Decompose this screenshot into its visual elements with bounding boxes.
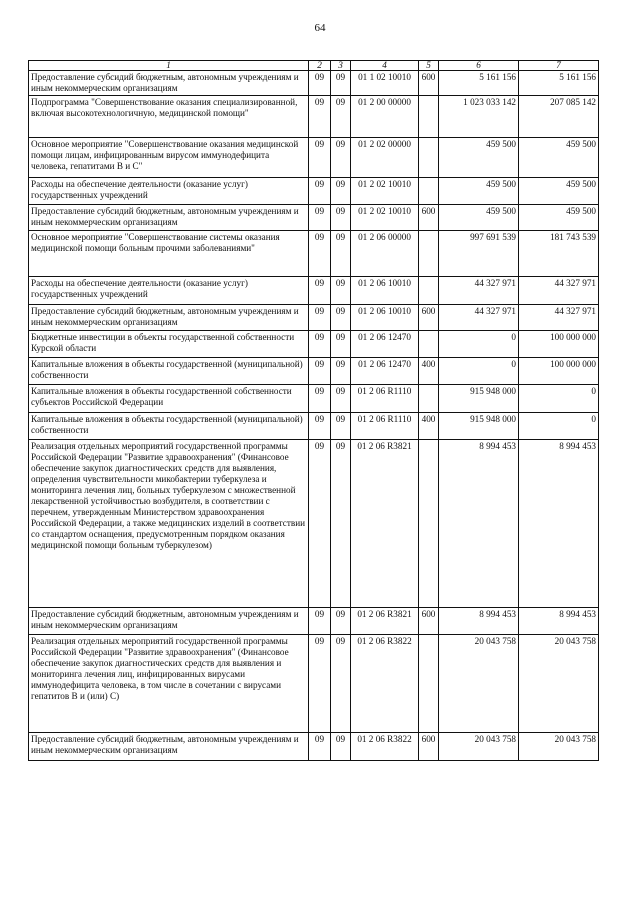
table-row: [29, 413, 599, 440]
row-name: Капитальные вложения в объекты государственной (муниципальной) собственности: [29, 413, 309, 440]
header-cell: 2: [309, 61, 331, 71]
row-vr: 400: [419, 358, 439, 385]
row-name: Реализация отдельных мероприятий государственной программы Российской Федерации "Развитие здравоохранения" (Финансовое обеспечение закупок диагностических средств для выявления и мониторинга лечения лиц, инфицированных вирусами иммунодефицита человека, в том числе в сочетании с вирусами гепатитов B и (или) C): [29, 635, 309, 733]
row-sum-1: 5 161 156: [439, 71, 519, 96]
row-pr: 09: [331, 733, 351, 761]
row-rz: 09: [309, 178, 331, 205]
row-sum-2: 0: [519, 413, 599, 440]
table-row: [29, 96, 599, 138]
row-name: Расходы на обеспечение деятельности (оказание услуг) государственных учреждений: [29, 178, 309, 205]
row-csr: 01 2 00 00000: [351, 96, 419, 138]
row-name: Предоставление субсидий бюджетным, автономным учреждениям и иным некоммерческим организациям: [29, 608, 309, 635]
row-pr: 09: [331, 331, 351, 358]
row-sum-1: 44 327 971: [439, 305, 519, 331]
header-cell: 7: [519, 61, 599, 71]
row-name: Подпрограмма "Совершенствование оказания специализированной, включая высокотехнологичную, медицинской помощи": [29, 96, 309, 138]
row-rz: 09: [309, 138, 331, 178]
table-row: [29, 138, 599, 178]
row-csr: 01 2 06 00000: [351, 231, 419, 277]
row-name: Реализация отдельных мероприятий государственной программы Российской Федерации "Развитие здравоохранения" (Финансовое обеспечение закупок диагностических средств для выявления, определения чувствительности микобактерии туберкулеза и мониторинга лечения лиц, больных туберкулезом с множественной лекарственной устойчивостью возбудителя, в соответствии с перечнем, утвержденным Министерством здравоохранения Российской Федерации, а также медицинских изделий в соответствии со стандартом оснащения, предусмотренным порядком оказания медицинской помощи больным туберкулезом): [29, 440, 309, 608]
table-row: [29, 71, 599, 96]
row-name: Предоставление субсидий бюджетным, автономным учреждениям и иным некоммерческим организациям: [29, 205, 309, 231]
row-name: Капитальные вложения в объекты государственной собственности субъектов Российской Федерации: [29, 385, 309, 413]
row-sum-1: 20 043 758: [439, 733, 519, 761]
row-csr: 01 1 02 10010: [351, 71, 419, 96]
table-row: [29, 385, 599, 413]
row-rz: 09: [309, 305, 331, 331]
table-row: [29, 178, 599, 205]
header-cell: 3: [331, 61, 351, 71]
row-sum-1: 44 327 971: [439, 277, 519, 305]
row-vr: [419, 96, 439, 138]
row-vr: 600: [419, 608, 439, 635]
row-sum-1: 915 948 000: [439, 413, 519, 440]
row-vr: [419, 277, 439, 305]
table-row: [29, 733, 599, 761]
row-name: Предоставление субсидий бюджетным, автономным учреждениям и иным некоммерческим организациям: [29, 305, 309, 331]
row-sum-2: 459 500: [519, 178, 599, 205]
table-row: [29, 331, 599, 358]
row-rz: 09: [309, 608, 331, 635]
row-name: Капитальные вложения в объекты государственной (муниципальной) собственности: [29, 358, 309, 385]
row-rz: 09: [309, 440, 331, 608]
row-rz: 09: [309, 413, 331, 440]
table-row: [29, 231, 599, 277]
row-sum-1: 8 994 453: [439, 440, 519, 608]
row-pr: 09: [331, 358, 351, 385]
row-sum-2: 100 000 000: [519, 358, 599, 385]
row-pr: 09: [331, 440, 351, 608]
row-pr: 09: [331, 385, 351, 413]
header-row: [29, 61, 599, 71]
row-name: Расходы на обеспечение деятельности (оказание услуг) государственных учреждений: [29, 277, 309, 305]
row-pr: 09: [331, 635, 351, 733]
row-pr: 09: [331, 205, 351, 231]
row-vr: [419, 231, 439, 277]
row-sum-2: 207 085 142: [519, 96, 599, 138]
row-vr: [419, 138, 439, 178]
header-cell: 1: [29, 61, 309, 71]
row-csr: 01 2 02 10010: [351, 205, 419, 231]
row-pr: 09: [331, 71, 351, 96]
row-sum-2: 459 500: [519, 138, 599, 178]
row-rz: 09: [309, 231, 331, 277]
row-rz: 09: [309, 385, 331, 413]
row-vr: 600: [419, 71, 439, 96]
row-sum-2: 459 500: [519, 205, 599, 231]
table-row: [29, 305, 599, 331]
row-sum-2: 20 043 758: [519, 635, 599, 733]
row-csr: 01 2 06 12470: [351, 331, 419, 358]
row-rz: 09: [309, 205, 331, 231]
row-sum-1: 8 994 453: [439, 608, 519, 635]
budget-table: [28, 60, 599, 761]
row-name: Предоставление субсидий бюджетным, автономным учреждениям и иным некоммерческим организациям: [29, 71, 309, 96]
row-pr: 09: [331, 231, 351, 277]
table-row: [29, 358, 599, 385]
row-rz: 09: [309, 331, 331, 358]
table-row: [29, 608, 599, 635]
row-csr: 01 2 06 10010: [351, 305, 419, 331]
row-vr: [419, 440, 439, 608]
row-csr: 01 2 02 00000: [351, 138, 419, 178]
row-sum-1: 915 948 000: [439, 385, 519, 413]
row-rz: 09: [309, 277, 331, 305]
table-row: [29, 205, 599, 231]
row-vr: [419, 635, 439, 733]
row-csr: 01 2 06 R3821: [351, 608, 419, 635]
row-csr: 01 2 02 10010: [351, 178, 419, 205]
row-sum-2: 8 994 453: [519, 440, 599, 608]
row-vr: [419, 385, 439, 413]
header-cell: 5: [419, 61, 439, 71]
row-sum-2: 8 994 453: [519, 608, 599, 635]
row-sum-2: 181 743 539: [519, 231, 599, 277]
row-rz: 09: [309, 358, 331, 385]
row-vr: [419, 331, 439, 358]
header-cell: 6: [439, 61, 519, 71]
row-csr: 01 2 06 12470: [351, 358, 419, 385]
row-vr: [419, 178, 439, 205]
row-sum-1: 0: [439, 331, 519, 358]
row-pr: 09: [331, 413, 351, 440]
row-name: Основное мероприятие "Совершенствование оказания медицинской помощи лицам, инфицированным вирусом иммунодефицита человека, гепатитами В и С": [29, 138, 309, 178]
row-sum-2: 0: [519, 385, 599, 413]
row-sum-1: 459 500: [439, 138, 519, 178]
row-rz: 09: [309, 96, 331, 138]
row-pr: 09: [331, 138, 351, 178]
row-csr: 01 2 06 R3822: [351, 635, 419, 733]
table-row: [29, 277, 599, 305]
row-pr: 09: [331, 178, 351, 205]
row-name: Бюджетные инвестиции в объекты государственной собственности Курской области: [29, 331, 309, 358]
table-row: [29, 635, 599, 733]
row-csr: 01 2 06 R1110: [351, 385, 419, 413]
row-name: Предоставление субсидий бюджетным, автономным учреждениям и иным некоммерческим организациям: [29, 733, 309, 761]
row-rz: 09: [309, 635, 331, 733]
row-csr: 01 2 06 R1110: [351, 413, 419, 440]
row-sum-1: 997 691 539: [439, 231, 519, 277]
row-pr: 09: [331, 305, 351, 331]
row-rz: 09: [309, 733, 331, 761]
row-pr: 09: [331, 96, 351, 138]
row-csr: 01 2 06 10010: [351, 277, 419, 305]
row-sum-2: 44 327 971: [519, 277, 599, 305]
row-sum-1: 459 500: [439, 178, 519, 205]
row-sum-1: 0: [439, 358, 519, 385]
row-vr: 400: [419, 413, 439, 440]
row-vr: 600: [419, 305, 439, 331]
row-sum-2: 100 000 000: [519, 331, 599, 358]
row-vr: 600: [419, 205, 439, 231]
row-sum-2: 20 043 758: [519, 733, 599, 761]
row-rz: 09: [309, 71, 331, 96]
row-sum-1: 1 023 033 142: [439, 96, 519, 138]
table-row: [29, 440, 599, 608]
page-number: 64: [314, 22, 326, 34]
row-sum-1: 459 500: [439, 205, 519, 231]
header-cell: 4: [351, 61, 419, 71]
row-pr: 09: [331, 277, 351, 305]
row-csr: 01 2 06 R3822: [351, 733, 419, 761]
row-sum-2: 5 161 156: [519, 71, 599, 96]
row-sum-2: 44 327 971: [519, 305, 599, 331]
row-csr: 01 2 06 R3821: [351, 440, 419, 608]
row-sum-1: 20 043 758: [439, 635, 519, 733]
row-name: Основное мероприятие "Совершенствование системы оказания медицинской помощи больным прочими заболеваниями": [29, 231, 309, 277]
row-vr: 600: [419, 733, 439, 761]
row-pr: 09: [331, 608, 351, 635]
